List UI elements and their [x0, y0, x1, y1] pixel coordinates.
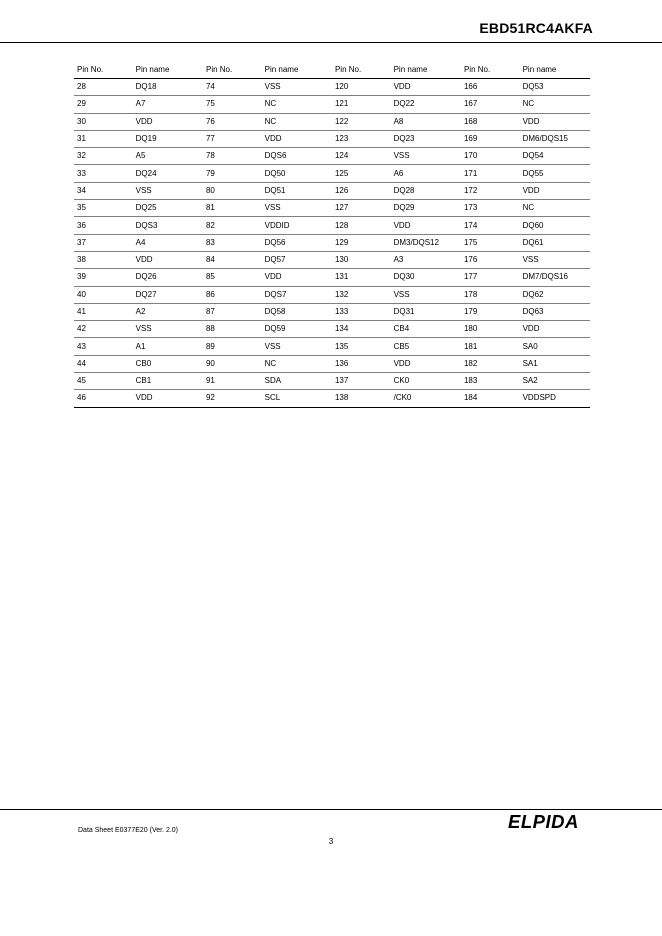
pin-name-cell: VSS [262, 338, 332, 355]
pin-name-cell: NC [262, 355, 332, 372]
pin-number-cell: 122 [332, 113, 391, 130]
pin-name-cell: DQ19 [133, 130, 203, 147]
pin-number-cell: 135 [332, 338, 391, 355]
pin-name-cell: VDD [391, 79, 461, 96]
pin-name-cell: VSS [262, 79, 332, 96]
pin-number-cell: 31 [74, 130, 133, 147]
table-row [74, 234, 590, 251]
pin-name-cell: A1 [133, 338, 203, 355]
pin-number-cell: 138 [334, 393, 349, 403]
pin-number-cell: 34 [74, 182, 133, 199]
pin-number-cell: 121 [332, 96, 391, 113]
pin-name-cell: VDDID [262, 217, 332, 234]
column-header: Pin No. [203, 61, 262, 79]
pin-name-cell: SCL [264, 393, 281, 403]
pin-number-cell: 41 [74, 303, 133, 320]
header-divider [0, 42, 662, 43]
pin-name-cell: NC [262, 96, 332, 113]
pin-number-cell: 177 [461, 269, 520, 286]
document-reference: Data Sheet E0377E20 (Ver. 2.0) [78, 827, 179, 834]
pin-name-cell: DQ25 [133, 200, 203, 217]
pin-number-cell: 182 [461, 355, 520, 372]
pin-name-cell: DQ62 [520, 286, 590, 303]
pin-number-cell: 90 [203, 355, 262, 372]
table-row [74, 286, 590, 303]
pin-number-cell: 92 [205, 393, 215, 403]
pin-name-cell: VSS [520, 251, 590, 268]
table-row [74, 251, 590, 268]
pin-name-cell: A5 [133, 148, 203, 165]
pin-number-cell: 137 [332, 373, 391, 390]
pin-name-cell: DM7/DQS16 [520, 269, 590, 286]
pin-name-cell: /CK0 [393, 393, 412, 403]
pin-number-cell: 33 [74, 165, 133, 182]
document-title: EBD51RC4AKFA [479, 20, 593, 36]
table-row [74, 390, 590, 407]
pin-number-cell: 46 [77, 393, 86, 403]
pin-number-cell: 28 [74, 79, 133, 96]
pin-number-cell: 85 [203, 269, 262, 286]
pin-number-cell: 181 [461, 338, 520, 355]
pin-number-cell: 45 [74, 373, 133, 390]
pin-name-cell: CB4 [391, 321, 461, 338]
pin-name-cell: VDD [391, 355, 461, 372]
pin-name-cell: DQS7 [262, 286, 332, 303]
pin-name-cell: SA2 [520, 373, 590, 390]
pin-number-cell: 81 [203, 200, 262, 217]
pin-name-cell: DQS6 [262, 148, 332, 165]
pin-number-cell: 178 [461, 286, 520, 303]
pin-number-cell: 128 [332, 217, 391, 234]
pin-name-cell: VSS [391, 286, 461, 303]
pin-name-cell: VSS [391, 148, 461, 165]
table-row [74, 113, 590, 130]
pin-name-cell: NC [520, 96, 590, 113]
elpida-logo-text: ELPIDA [508, 811, 579, 831]
pin-number-cell: 166 [461, 79, 520, 96]
pin-number-cell: 183 [461, 373, 520, 390]
pin-number-cell: 176 [461, 251, 520, 268]
pin-number-cell: 86 [203, 286, 262, 303]
pin-table-body [74, 79, 590, 408]
table-row [74, 79, 590, 96]
pin-number-cell: 83 [203, 234, 262, 251]
pin-number-cell: 30 [74, 113, 133, 130]
pin-number-cell: 39 [74, 269, 133, 286]
pin-name-cell: DQ22 [391, 96, 461, 113]
pin-number-cell: 168 [461, 113, 520, 130]
pin-number-cell: 79 [203, 165, 262, 182]
pin-number-cell: 130 [332, 251, 391, 268]
pin-name-cell: DQ61 [520, 234, 590, 251]
pin-name-cell: A3 [391, 251, 461, 268]
pin-number-cell: 82 [203, 217, 262, 234]
pin-name-cell: CB0 [133, 355, 203, 372]
table-row [74, 373, 590, 390]
pin-name-cell: DQ56 [262, 234, 332, 251]
column-header: Pin No. [74, 61, 133, 79]
pin-number-cell: 78 [203, 148, 262, 165]
pin-name-cell: NC [262, 113, 332, 130]
column-header: Pin name [133, 61, 203, 79]
pin-number-cell: 89 [203, 338, 262, 355]
pin-number-cell: 170 [461, 148, 520, 165]
pin-number-cell: 75 [203, 96, 262, 113]
pin-name-cell: CK0 [391, 373, 461, 390]
pin-name-cell: VSS [133, 182, 203, 199]
pin-number-cell: 43 [74, 338, 133, 355]
pin-number-cell: 169 [461, 130, 520, 147]
pin-name-cell: DQ50 [262, 165, 332, 182]
pin-number-cell: 84 [203, 251, 262, 268]
pin-number-cell: 80 [203, 182, 262, 199]
page-number: 3 [328, 837, 334, 846]
table-row [74, 338, 590, 355]
pin-name-cell: A2 [133, 303, 203, 320]
table-row [74, 269, 590, 286]
pin-number-cell: 36 [74, 217, 133, 234]
pin-number-cell: 124 [332, 148, 391, 165]
pin-name-cell: VSS [133, 321, 203, 338]
pin-number-cell: 179 [461, 303, 520, 320]
pin-name-cell: SDA [262, 373, 332, 390]
pin-name-cell: DQ53 [520, 79, 590, 96]
table-row [74, 130, 590, 147]
pin-number-cell: 38 [74, 251, 133, 268]
pin-name-cell: A4 [133, 234, 203, 251]
pin-number-cell: 171 [461, 165, 520, 182]
pin-number-cell: 172 [461, 182, 520, 199]
pin-number-cell: 74 [203, 79, 262, 96]
pin-name-cell: A8 [391, 113, 461, 130]
pin-number-cell: 123 [332, 130, 391, 147]
pin-number-cell: 134 [332, 321, 391, 338]
pin-name-cell: DQ59 [262, 321, 332, 338]
column-header: Pin name [262, 61, 332, 79]
pin-number-cell: 129 [332, 234, 391, 251]
pin-number-cell: 77 [203, 130, 262, 147]
pin-name-cell: VDD [391, 217, 461, 234]
pin-number-cell: 29 [74, 96, 133, 113]
pin-name-cell: DQ26 [133, 269, 203, 286]
pin-number-cell: 131 [332, 269, 391, 286]
table-row [74, 355, 590, 372]
pin-number-cell: 184 [463, 393, 478, 403]
pin-name-cell: DQ27 [133, 286, 203, 303]
pin-name-cell: VDD [520, 321, 590, 338]
pin-number-cell: 88 [203, 321, 262, 338]
pin-name-cell: DQ23 [391, 130, 461, 147]
pin-number-cell: 32 [74, 148, 133, 165]
pin-number-cell: 37 [74, 234, 133, 251]
pin-name-cell: DQ55 [520, 165, 590, 182]
column-header: Pin name [520, 61, 590, 79]
pin-number-cell: 127 [332, 200, 391, 217]
pin-number-cell: 167 [461, 96, 520, 113]
pin-table-header-row [74, 61, 590, 79]
pin-number-cell: 87 [203, 303, 262, 320]
pin-name-cell: DQ54 [520, 148, 590, 165]
pin-number-cell: 132 [332, 286, 391, 303]
pin-number-cell: 126 [332, 182, 391, 199]
pin-name-cell: DQS3 [133, 217, 203, 234]
pin-name-cell: DQ57 [262, 251, 332, 268]
pin-name-cell: DM6/DQS15 [520, 130, 590, 147]
pin-name-cell: VDD [133, 251, 203, 268]
pin-number-cell: 42 [74, 321, 133, 338]
pin-number-cell: 44 [74, 355, 133, 372]
pin-number-cell: 125 [332, 165, 391, 182]
pin-name-cell: DQ58 [262, 303, 332, 320]
pin-name-cell: VDDSPD [522, 393, 556, 403]
footer-divider [0, 809, 662, 810]
pin-number-cell: 173 [461, 200, 520, 217]
pin-name-cell: VDD [262, 130, 332, 147]
table-row [74, 303, 590, 320]
pin-number-cell: 174 [461, 217, 520, 234]
pin-number-cell: 76 [203, 113, 262, 130]
pin-name-cell: A7 [133, 96, 203, 113]
table-row [74, 148, 590, 165]
pin-name-cell: DQ60 [520, 217, 590, 234]
pin-name-cell: DQ29 [391, 200, 461, 217]
pin-number-cell: 133 [332, 303, 391, 320]
pin-name-cell: SA0 [520, 338, 590, 355]
pin-name-cell: SA1 [520, 355, 590, 372]
pin-number-cell: 175 [461, 234, 520, 251]
table-row [74, 217, 590, 234]
pin-name-cell: DQ28 [391, 182, 461, 199]
table-row [74, 200, 590, 217]
pin-number-cell: 136 [332, 355, 391, 372]
column-header: Pin No. [461, 61, 520, 79]
pin-number-cell: 91 [203, 373, 262, 390]
pin-name-cell: VDD [520, 113, 590, 130]
pin-number-cell: 180 [461, 321, 520, 338]
pin-name-cell: DQ31 [391, 303, 461, 320]
pin-name-cell: NC [520, 200, 590, 217]
pin-number-cell: 35 [74, 200, 133, 217]
pin-name-cell: DQ63 [520, 303, 590, 320]
pin-name-cell: DQ51 [262, 182, 332, 199]
pin-number-cell: 40 [74, 286, 133, 303]
pin-name-cell: DM3/DQS12 [391, 234, 461, 251]
column-header: Pin name [391, 61, 461, 79]
pin-name-cell: CB1 [133, 373, 203, 390]
column-header: Pin No. [332, 61, 391, 79]
elpida-logo [506, 811, 592, 831]
pin-name-cell: DQ30 [391, 269, 461, 286]
table-row [74, 321, 590, 338]
pin-name-cell: DQ18 [133, 79, 203, 96]
pin-table [74, 61, 590, 408]
pin-name-cell: DQ24 [133, 165, 203, 182]
pin-name-cell: VSS [262, 200, 332, 217]
pin-name-cell: VDD [135, 393, 153, 403]
pin-name-cell: VDD [520, 182, 590, 199]
pin-name-cell: VDD [262, 269, 332, 286]
pin-number-cell: 120 [332, 79, 391, 96]
pin-name-cell: VDD [133, 113, 203, 130]
pin-name-cell: A6 [391, 165, 461, 182]
table-row [74, 96, 590, 113]
table-row [74, 165, 590, 182]
table-row [74, 182, 590, 199]
pin-name-cell: CB5 [391, 338, 461, 355]
